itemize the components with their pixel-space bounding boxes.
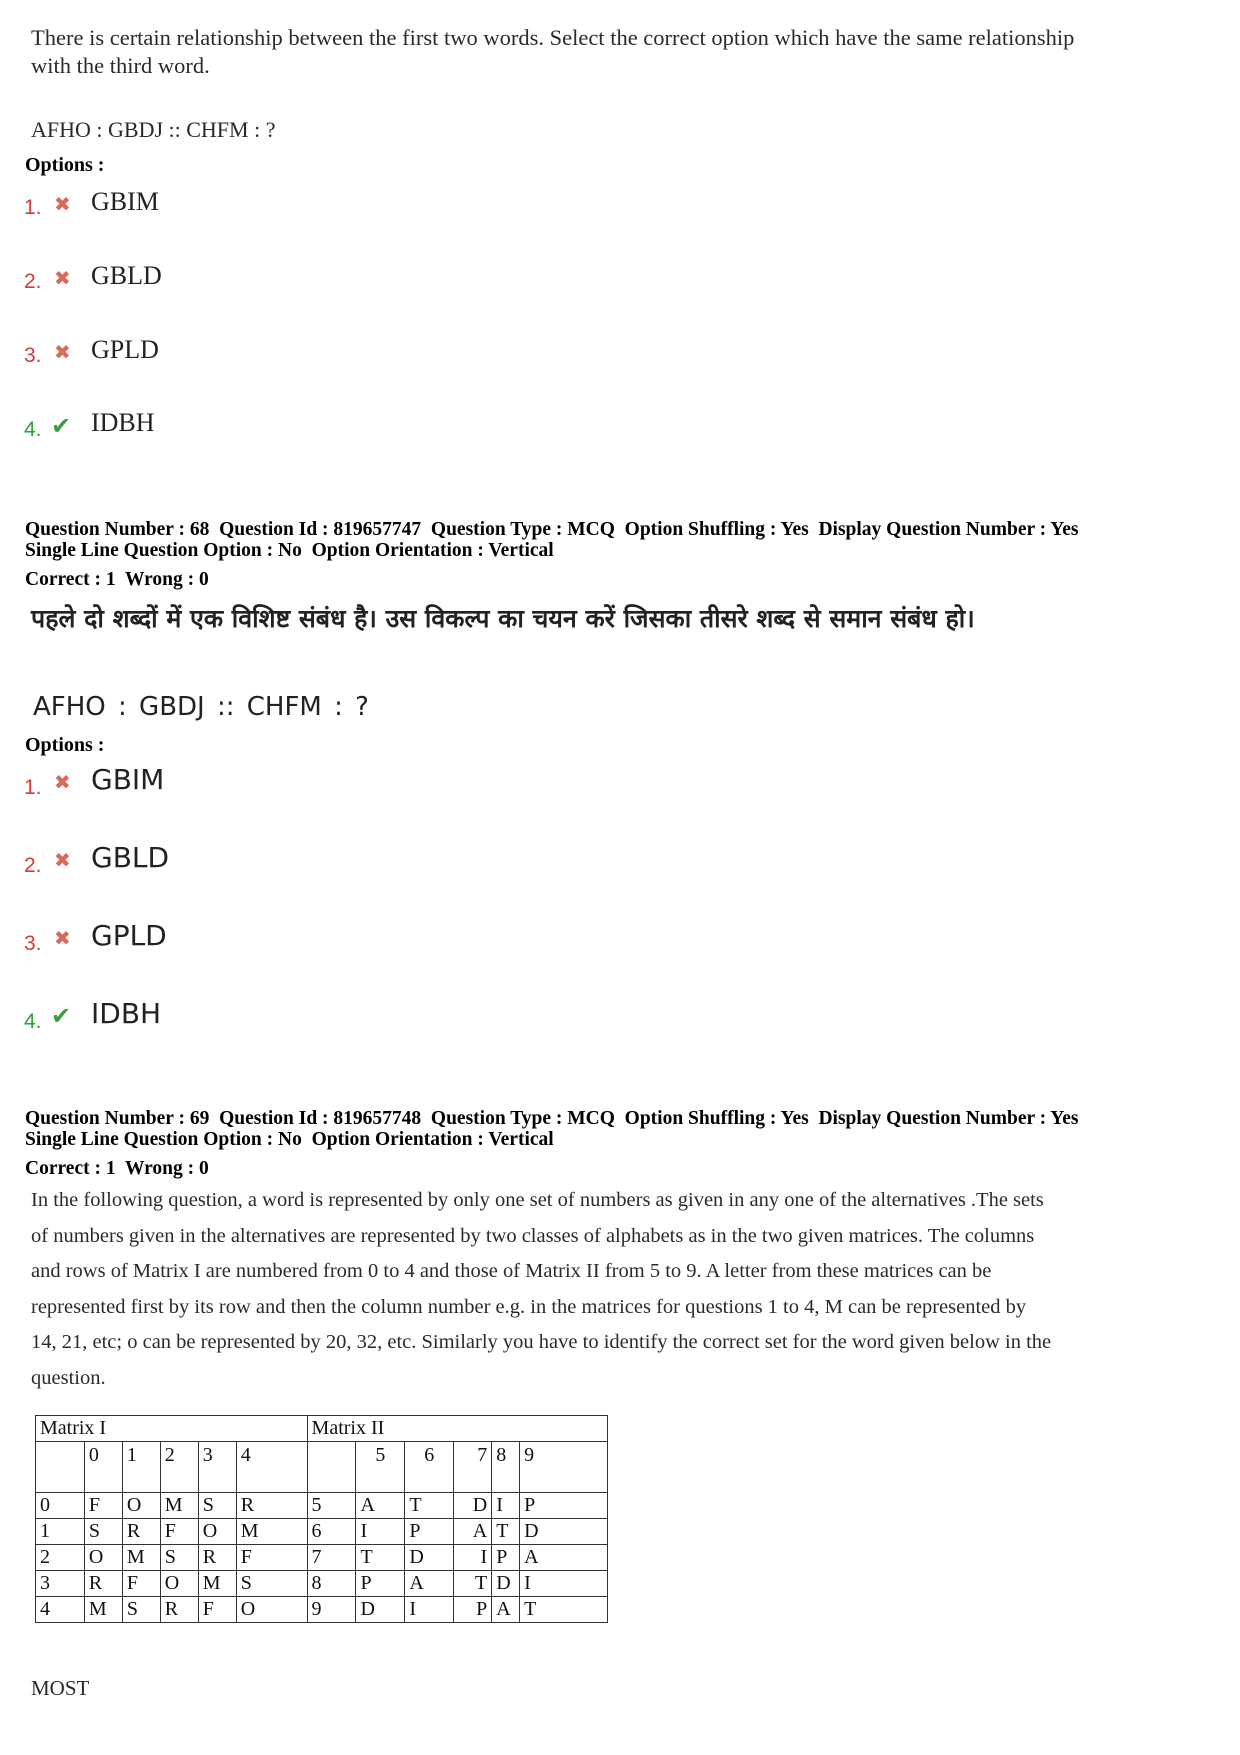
matrix2-cell: A	[454, 1519, 492, 1545]
matrix2-cell: P	[520, 1493, 608, 1519]
matrix2-cell: D	[405, 1545, 454, 1571]
q68-option-4[interactable]	[24, 997, 324, 1043]
matrix2-cell: A	[520, 1545, 608, 1571]
matrix1-row-label: 0	[36, 1493, 85, 1519]
matrix2-cell: T	[492, 1519, 520, 1545]
matrix2-cell: A	[492, 1597, 520, 1623]
matrix1-cell: O	[160, 1571, 198, 1597]
matrix2-row-label: 8	[307, 1571, 356, 1597]
q68-option-3[interactable]	[24, 919, 324, 965]
option-number: 3.	[24, 932, 42, 955]
matrix1-cell: O	[236, 1597, 307, 1623]
option-number: 2.	[24, 270, 42, 293]
matrix2-cell: I	[454, 1545, 492, 1571]
option-text: IDBH	[91, 408, 155, 437]
matrix1-cell: F	[160, 1519, 198, 1545]
matrix2-cell: P	[454, 1597, 492, 1623]
q69-meta	[25, 1108, 1078, 1150]
matrix1-row-label: 3	[36, 1571, 85, 1597]
option-number: 4.	[24, 418, 42, 441]
matrix2-corner	[307, 1442, 356, 1493]
q67-instruction-line1: There is certain relationship between the first two words. Select the correct option which have the same relationship	[31, 25, 1075, 50]
q68-options-label: Options :	[25, 734, 105, 756]
wrong-icon: ✖	[54, 266, 71, 290]
matrix2-cell: I	[520, 1571, 608, 1597]
option-text: IDBH	[91, 997, 162, 1030]
matrix2-cell: I	[356, 1519, 405, 1545]
matrix2-cell: P	[492, 1545, 520, 1571]
q69-paragraph	[31, 1183, 1051, 1396]
matrix1-cell: F	[122, 1571, 160, 1597]
q68-meta	[25, 519, 1078, 561]
matrix1-cell: F	[84, 1493, 122, 1519]
option-text: GBLD	[91, 261, 162, 290]
matrix2-cell: P	[356, 1571, 405, 1597]
matrix2-cell: D	[356, 1597, 405, 1623]
q69-meta-line1: Question Number : 69 Question Id : 819657748 Question Type : MCQ Option Shuffling : Yes Display Question Number : Yes	[25, 1108, 1079, 1129]
matrix1-cell: M	[198, 1571, 236, 1597]
q69-paragraph-line: In the following question, a word is represented by only one set of numbers as given in any one of the alternatives .The sets	[31, 1189, 1044, 1211]
matrix1-cell: S	[160, 1545, 198, 1571]
matrix1-col-header: 3	[198, 1442, 236, 1493]
option-text: GBIM	[91, 763, 165, 796]
matrix1-col-header: 2	[160, 1442, 198, 1493]
matrix2-cell: I	[492, 1493, 520, 1519]
q69-paragraph-line: represented first by its row and then the column number e.g. in the matrices for questions 1 to 4, M can be represented by	[31, 1295, 1027, 1318]
matrix1-corner	[36, 1442, 85, 1493]
matrix1-cell: S	[236, 1571, 307, 1597]
matrix2-col-header: 8	[492, 1442, 520, 1493]
matrix1-cell: S	[122, 1597, 160, 1623]
matrix-row	[36, 1545, 608, 1571]
matrix2-col-header: 7	[454, 1442, 492, 1493]
q68-hindi-instruction: पहले दो शब्दों में एक विशिष्ट संबंध है। उस विकल्प का चयन करें जिसका तीसरे शब्द से समान संबंध हो।	[31, 604, 975, 633]
matrix1-cell: R	[198, 1545, 236, 1571]
q69-paragraph-line: question.	[31, 1366, 106, 1389]
q67-analogy: AFHO : GBDJ :: CHFM : ?	[31, 117, 276, 142]
matrix1-cell: R	[236, 1493, 307, 1519]
q68-meta-line1: Question Number : 68 Question Id : 819657747 Question Type : MCQ Option Shuffling : Yes Display Question Number : Yes	[25, 519, 1079, 540]
q69-word: MOST	[31, 1676, 90, 1700]
matrix-row	[36, 1571, 608, 1597]
q68-option-2[interactable]	[24, 841, 324, 887]
matrix1-cell: R	[122, 1519, 160, 1545]
matrix-row	[36, 1597, 608, 1623]
matrix2-cell: D	[492, 1571, 520, 1597]
q69-paragraph-line: 14, 21, etc; o can be represented by 20, 32, etc. Similarly you have to identify the correct set for the word given below in the	[31, 1331, 1052, 1353]
option-number: 1.	[24, 776, 42, 799]
q69-paragraph-line: of numbers given in the alternatives are represented by two classes of alphabets as in the two given matrices. The columns	[31, 1224, 1035, 1247]
matrix1-title: Matrix I	[36, 1416, 308, 1442]
matrix1-cell: S	[198, 1493, 236, 1519]
matrix2-cell: T	[405, 1493, 454, 1519]
matrix-row	[36, 1519, 608, 1545]
check-icon: ✔	[51, 412, 72, 440]
q68-option-1[interactable]	[24, 763, 324, 809]
matrix2-row-label: 7	[307, 1545, 356, 1571]
q67-option-2[interactable]	[24, 261, 324, 305]
option-text: GBLD	[91, 841, 170, 874]
wrong-icon: ✖	[54, 848, 71, 872]
q67-instruction-line2: with the third word.	[31, 53, 210, 78]
matrix2-cell: A	[405, 1571, 454, 1597]
matrix1-cell: R	[160, 1597, 198, 1623]
matrix1-cell: M	[160, 1493, 198, 1519]
matrix1-row-label: 4	[36, 1597, 85, 1623]
matrix-title-row	[36, 1416, 608, 1442]
q68-score: Correct : 1 Wrong : 0	[25, 569, 209, 590]
matrix-table	[35, 1415, 608, 1623]
matrix-row	[36, 1493, 608, 1519]
option-number: 2.	[24, 854, 42, 877]
wrong-icon: ✖	[54, 770, 71, 794]
matrix2-cell: T	[356, 1545, 405, 1571]
q69-meta-line2: Single Line Question Option : No Option Orientation : Vertical	[25, 1129, 554, 1150]
matrix1-cell: S	[84, 1519, 122, 1545]
matrix2-row-label: 5	[307, 1493, 356, 1519]
option-number: 3.	[24, 344, 42, 367]
matrix1-col-header: 4	[236, 1442, 307, 1493]
q68-meta-line2: Single Line Question Option : No Option Orientation : Vertical	[25, 540, 554, 561]
matrix1-cell: F	[236, 1545, 307, 1571]
matrix1-cell: O	[198, 1519, 236, 1545]
matrix2-cell: I	[405, 1597, 454, 1623]
q68-analogy: AFHO : GBDJ :: CHFM : ?	[33, 692, 369, 722]
matrix2-row-label: 6	[307, 1519, 356, 1545]
matrix1-cell: M	[84, 1597, 122, 1623]
option-number: 1.	[24, 196, 42, 219]
matrix1-col-header: 0	[84, 1442, 122, 1493]
matrix1-cell: F	[198, 1597, 236, 1623]
matrix1-col-header: 1	[122, 1442, 160, 1493]
q67-option-3[interactable]	[24, 335, 324, 380]
wrong-icon: ✖	[54, 340, 71, 364]
matrix1-row-label: 1	[36, 1519, 85, 1545]
q67-options-label: Options :	[25, 154, 105, 176]
matrix-header-row	[36, 1442, 608, 1493]
wrong-icon: ✖	[54, 926, 71, 950]
matrix1-row-label: 2	[36, 1545, 85, 1571]
q67-instruction	[31, 24, 1074, 80]
matrix2-title: Matrix II	[307, 1416, 607, 1442]
matrix2-cell: P	[405, 1519, 454, 1545]
matrix2-col-header: 9	[520, 1442, 608, 1493]
matrix1-cell: O	[84, 1545, 122, 1571]
matrix2-col-header: 6	[405, 1442, 454, 1493]
matrix2-cell: D	[454, 1493, 492, 1519]
matrix1-cell: R	[84, 1571, 122, 1597]
option-text: GPLD	[91, 335, 159, 364]
q67-option-1[interactable]	[24, 187, 324, 230]
matrix2-row-label: 9	[307, 1597, 356, 1623]
option-number: 4.	[24, 1010, 42, 1033]
matrix2-cell: T	[454, 1571, 492, 1597]
option-text: GPLD	[91, 919, 167, 952]
matrix2-cell: T	[520, 1597, 608, 1623]
matrix1-cell: M	[236, 1519, 307, 1545]
q69-score: Correct : 1 Wrong : 0	[25, 1158, 209, 1179]
matrix1-cell: O	[122, 1493, 160, 1519]
matrix1-cell: M	[122, 1545, 160, 1571]
matrix2-cell: A	[356, 1493, 405, 1519]
matrix2-cell: D	[520, 1519, 608, 1545]
wrong-icon: ✖	[54, 192, 71, 216]
check-icon: ✔	[51, 1002, 72, 1030]
matrix2-col-header: 5	[356, 1442, 405, 1493]
q67-option-4[interactable]	[24, 408, 324, 453]
q69-paragraph-line: and rows of Matrix I are numbered from 0 to 4 and those of Matrix II from 5 to 9. A letter from these matrices can be	[31, 1260, 992, 1282]
option-text: GBIM	[91, 187, 159, 216]
